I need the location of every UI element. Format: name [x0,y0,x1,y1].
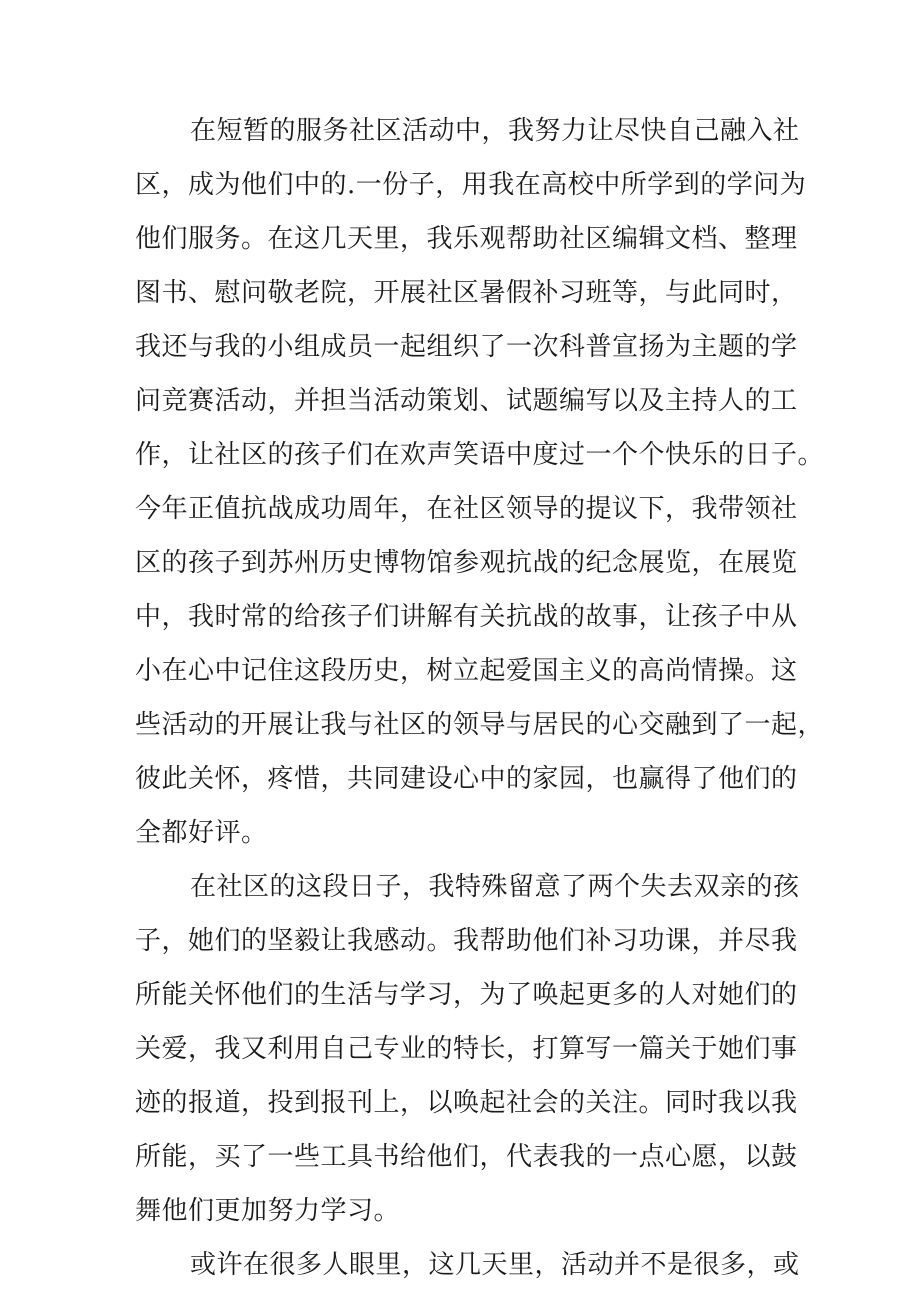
paragraph-2-line-7: 舞他们更加努力学习。 [135,1196,401,1226]
paragraph-1-line-2: 区，成为他们中的.一份子，用我在高校中所学到的学问为 [135,170,807,200]
paragraph-1-line-1: 在短暂的服务社区活动中，我努力让尽快自己融入社 [190,116,800,146]
paragraph-1-line-5: 我还与我的小组成员一起组织了一次科普宣扬为主题的学 [135,332,798,362]
paragraph-2-line-2: 子，她们的坚毅让我感动。我帮助他们补习功课，并尽我 [135,926,798,956]
paragraph-3-line-1: 或许在很多人眼里，这几天里，活动并不是很多，或 [190,1250,800,1280]
paragraph-2-line-3: 所能关怀他们的生活与学习，为了唤起更多的人对她们的 [135,980,798,1010]
paragraph-1-line-7: 作，让社区的孩子们在欢声笑语中度过一个个快乐的日子。 [135,440,825,470]
paragraph-1-line-12: 些活动的开展让我与社区的领导与居民的心交融到了一起， [135,710,825,740]
paragraph-2-line-4: 关爱，我又利用自己专业的特长，打算写一篇关于她们事 [135,1034,798,1064]
paragraph-1-line-14: 全都好评。 [135,818,268,848]
paragraph-2-line-1: 在社区的这段日子，我特殊留意了两个失去双亲的孩 [190,872,800,902]
paragraph-1-line-9: 区的孩子到苏州历史博物馆参观抗战的纪念展览，在展览 [135,548,798,578]
paragraph-1-line-13: 彼此关怀，疼惜，共同建设心中的家园，也赢得了他们的 [135,764,798,794]
paragraph-1-line-4: 图书、慰问敬老院，开展社区暑假补习班等，与此同时， [135,278,798,308]
paragraph-1-line-3: 他们服务。在这几天里，我乐观帮助社区编辑文档、整理 [135,224,798,254]
paragraph-2-line-6: 所能，买了一些工具书给他们，代表我的一点心愿，以鼓 [135,1142,798,1172]
paragraph-1-line-6: 问竞赛活动，并担当活动策划、试题编写以及主持人的工 [135,386,798,416]
paragraph-1-line-8: 今年正值抗战成功周年，在社区领导的提议下，我带领社 [135,494,798,524]
paragraph-1-line-10: 中，我时常的给孩子们讲解有关抗战的故事，让孩子中从 [135,602,798,632]
paragraph-1-line-11: 小在心中记住这段历史，树立起爱国主义的高尚情操。这 [135,656,798,686]
paragraph-2-line-5: 迹的报道，投到报刊上，以唤起社会的关注。同时我以我 [135,1088,798,1118]
